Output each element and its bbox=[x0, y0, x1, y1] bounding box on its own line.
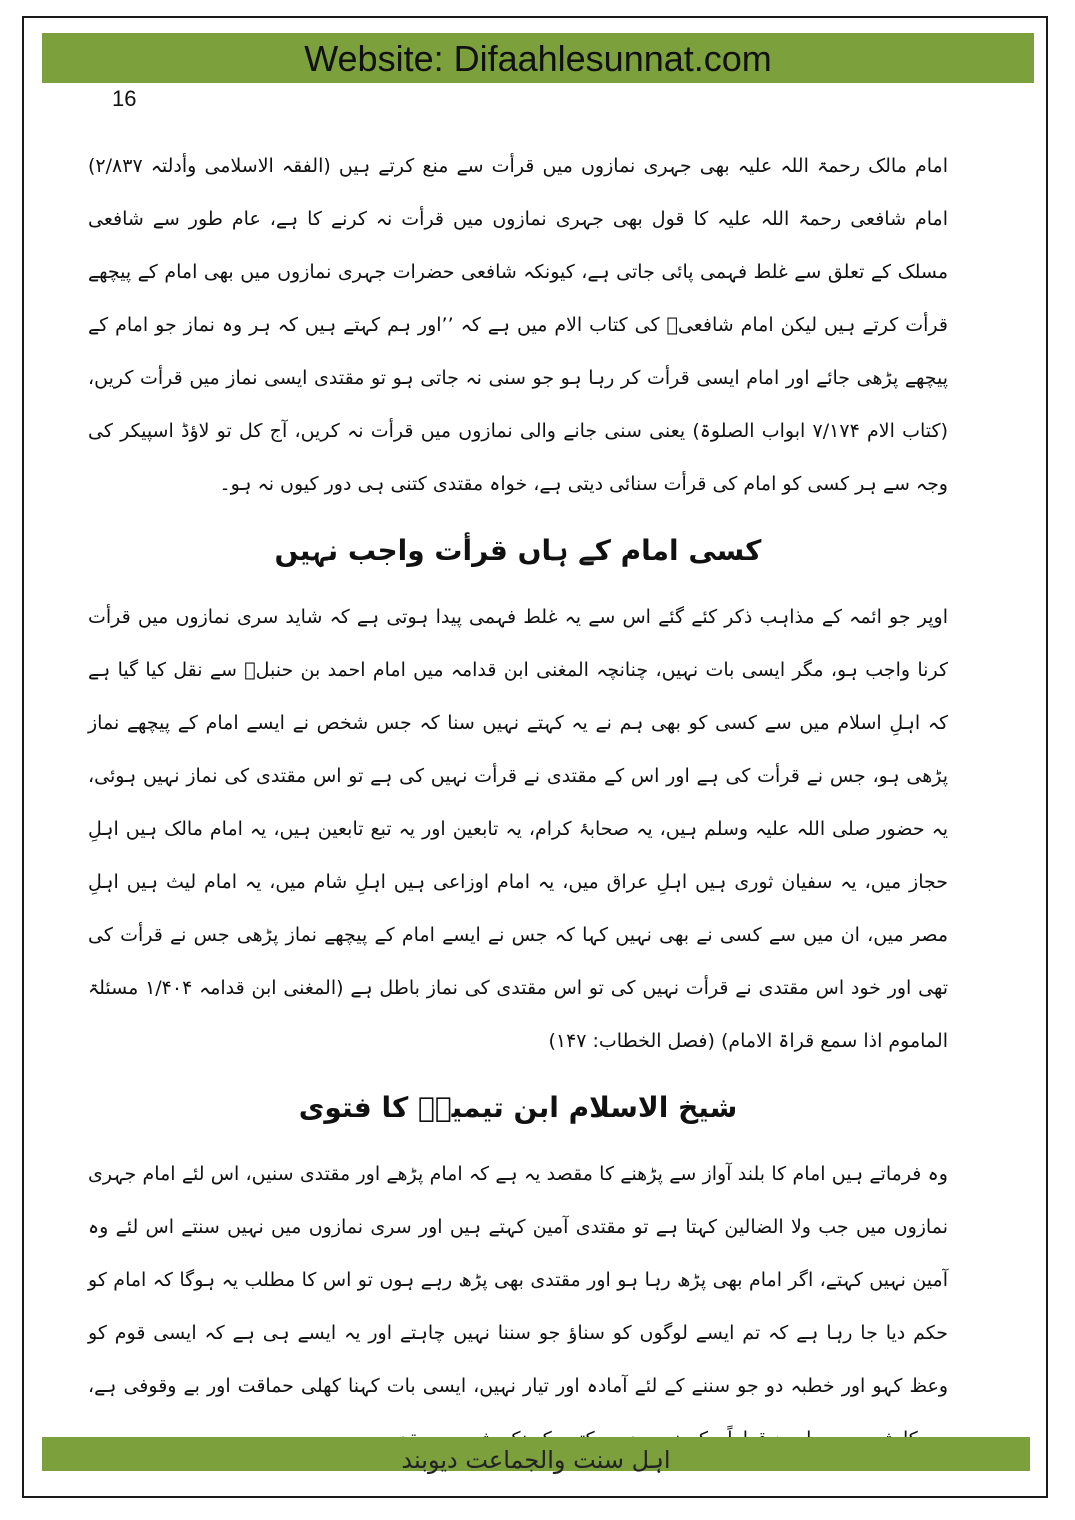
paragraph-fatwa: وہ فرماتے ہیں امام کا بلند آواز سے پڑھنے کا مقصد یہ ہے کہ امام پڑھے اور مقتدی سنیں، اس لئے امام جہری نمازوں میں جب ولا الضالین کہتا ہے تو مقتدی آمین کہتے ہیں اور سری نمازوں میں نہیں سنتے اس لئے وہ آمین نہیں کہتے، اگر امام بھی پڑھ رہا ہو اور مقتدی بھی پڑھ رہے ہوں تو اس کا مطلب یہ ہوگا کہ امام کو حکم دیا جا رہا ہے کہ تم ایسے لوگوں کو سناؤ جو سننا نہیں چاہتے اور یہ ایسے ہی ہے کہ ایسی قوم کو وعظ کہو اور خطبہ دو جو سننے کے لئے آمادہ اور تیار نہیں، ایسی بات کہنا کھلی حماقت اور بے وقوفی ہے، bbox=[88, 1163, 948, 1397]
website-header: Website: Difaahlesunnat.com bbox=[304, 38, 772, 79]
page-number: 16 bbox=[112, 86, 137, 111]
heading-ibn-taymiyyah-fatwa: شیخ الاسلام ابن تیمیہؒ کا فتوی bbox=[298, 1091, 738, 1124]
paragraph-al-mughni: اوپر جو ائمہ کے مذاہب ذکر کئے گئے اس سے یہ غلط فہمی پیدا ہوتی ہے کہ شاید سری نمازوں میں قرأت کرنا واجب ہو، مگر ایسی بات نہیں، چنانچہ المغنی ابن قدامہ میں امام احمد بن حنبلؒ سے نقل کیا گیا ہے کہ اہلِ اسلام میں سے کسی کو بھی ہم نے یہ کہتے نہیں سنا کہ جس شخص نے ایسے امام کے پیچھے نماز پڑھی ہو، جس نے قرأت کی ہے اور اس کے مقتدی نے قرأت نہیں کی ہے تو اس مقتدی کی نماز نہیں ہوئی، یہ حضور صلی اللہ علیہ وسلم ہیں، یہ صحابۂ کرام، یہ تابعین اور یہ تبع تابعین ہیں، یہ امام مالک ہیں اہلِ حجاز میں، یہ سفیان ثوری ہیں اہلِ عراق میں، یہ امام اوزاعی ہیں اہلِ شام میں، یہ امام لیث ہیں اہلِ مصر میں، ان میں سے کسی نے بھی نہیں کہا کہ جس نے ایسے امام کے پیچھے نماز پڑھی جس نے قرأت کی تھی اور خود اس مقتدی نے قرأت نہیں کی تو اس مقتدی کی نماز باطل ہے (المغنی ابن قدامہ ۱/۴۰۴ مسئلۃ الماموم اذا سمع قراۃ الامام) (فصل الخطاب: ۱۴۷) bbox=[88, 606, 948, 1052]
paragraph-imam-malik-shafi: امام مالک رحمۃ اللہ علیہ بھی جہری نمازوں میں قرأت سے منع کرتے ہیں (الفقہ الاسلامی وأدلتہ ۲/۸۳۷) امام شافعی رحمۃ اللہ علیہ کا قول بھی جہری نمازوں میں قرأت نہ کرنے کا ہے، عام طور سے شافعی مسلک کے تعلق سے غلط فہمی پائی جاتی ہے، کیونکہ شافعی حضرات جہری نمازوں میں بھی امام کے پیچھے قرأت کرتے ہیں لیکن امام شافعیؒ کی کتاب الام میں ہے کہ ’’اور ہم کہتے ہیں کہ ہر وہ نماز جو امام کے پیچھے پڑھی جائے اور امام ایسی قرأت کر رہا ہو جو سنی نہ جاتی ہو تو مقتدی ایسی نماز میں قرأت کریں، (کتاب الام ۷/۱۷۴ ابواب الصلوۃ) یعنی سنی جانے والی نمازوں میں قرأت نہ کریں، آج کل تو لاؤڈ اسپیکر کی وجہ سے ہر کسی کو امام کی قرأت سنائی دیتی ہے، خواہ مقتدی کتنی ہی دور کیوں نہ ہو۔ bbox=[88, 155, 948, 495]
footer-label: اہل سنت والجماعت دیوبند bbox=[401, 1446, 671, 1474]
article-body bbox=[88, 140, 948, 1466]
heading-qirat-not-wajib: کسی امام کے ہاں قرأت واجب نہیں bbox=[274, 534, 762, 567]
